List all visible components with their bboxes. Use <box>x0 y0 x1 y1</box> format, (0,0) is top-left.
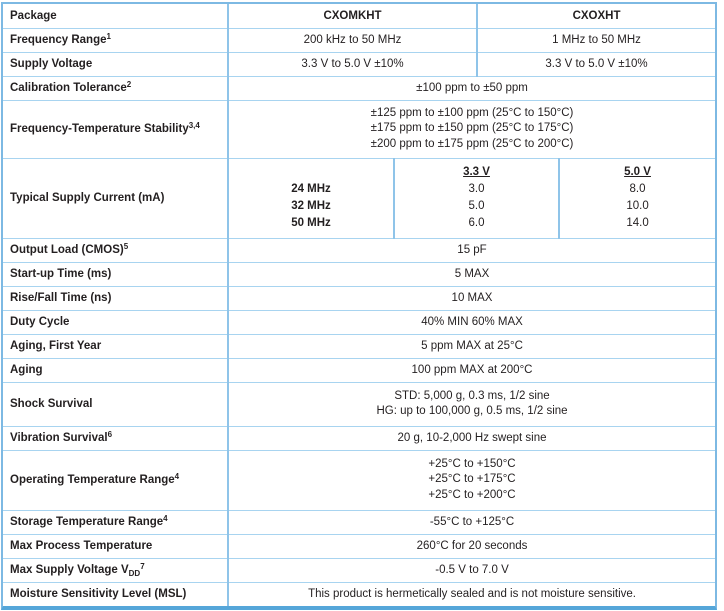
cell-supply-current-3v3 <box>394 158 559 238</box>
row-max-process-temp <box>3 534 715 558</box>
vdd-subscript: DD <box>128 569 141 578</box>
row-supply-voltage <box>3 52 715 76</box>
row-label-text: Calibration Tolerance <box>10 82 127 94</box>
cell-shock-survival <box>228 382 715 426</box>
row-supply-current <box>3 158 715 238</box>
cell-supply-voltage-cxomkht: 3.3 V to 5.0 V ±10% <box>228 52 477 76</box>
cell-moisture-sensitivity: This product is hermetically sealed and is not moisture sensitive. <box>308 588 636 601</box>
stability-line: ±200 ppm to ±175 ppm (25°C to 200°C) <box>370 137 574 150</box>
footnote-ref: 4 <box>163 514 168 523</box>
cell-max-process-temp: 260°C for 20 seconds <box>228 534 715 558</box>
package-label: Package <box>10 9 57 22</box>
cell-frequency-range-cxoxht: 1 MHz to 50 MHz <box>477 28 715 52</box>
cell-calibration-tolerance: ±100 ppm to ±50 ppm <box>228 76 715 100</box>
spec-table <box>3 4 715 606</box>
row-label-aging-first-year <box>3 334 228 358</box>
row-label-text: Shock Survival <box>10 398 93 410</box>
cell-max-supply-voltage: -0.5 V to 7.0 V <box>228 558 715 582</box>
row-label-calibration-tolerance <box>3 76 228 100</box>
footnote-ref: 3,4 <box>188 121 200 130</box>
stability-line: ±125 ppm to ±100 ppm (25°C to 150°C) <box>370 106 574 119</box>
row-shock-survival <box>3 382 715 426</box>
current-value: 10.0 <box>626 200 649 212</box>
row-startup-time <box>3 262 715 286</box>
row-label-max-process-temp <box>3 534 228 558</box>
cell-rise-fall-time: 10 MAX <box>228 286 715 310</box>
row-label-shock-survival <box>3 382 228 426</box>
row-label-duty-cycle <box>3 310 228 334</box>
row-label-supply-current <box>3 158 228 238</box>
row-label-text: Frequency Range <box>10 34 107 46</box>
row-frequency-range <box>3 28 715 52</box>
column-header-cxoxht: CXOXHT <box>477 4 715 28</box>
row-label-text: Aging, First Year <box>10 340 102 352</box>
footnote-ref: 1 <box>106 32 111 41</box>
row-label-text: Max Supply Voltage V <box>10 564 129 576</box>
footnote-ref: 7 <box>140 562 145 571</box>
row-label-vibration-survival <box>3 426 228 450</box>
row-label-text: Rise/Fall Time (ns) <box>10 292 112 304</box>
cell-aging: 100 ppm MAX at 200°C <box>228 358 715 382</box>
row-label-text: Moisture Sensitivity Level (MSL) <box>10 588 187 601</box>
row-label-text: Vibration Survival <box>10 432 108 444</box>
voltage-column-header-5v0: 5.0 V <box>624 166 651 178</box>
row-operating-temp-range <box>3 450 715 510</box>
row-label-max-supply-voltage <box>3 558 228 582</box>
footnote-ref: 2 <box>126 80 132 89</box>
row-output-load <box>3 238 715 262</box>
row-label-startup-time <box>3 262 228 286</box>
cell-aging-first-year: 5 ppm MAX at 25°C <box>228 334 715 358</box>
cell-operating-temp-range <box>228 450 715 510</box>
cell-startup-time: 5 MAX <box>228 262 715 286</box>
cell-supply-voltage-cxoxht: 3.3 V to 5.0 V ±10% <box>477 52 715 76</box>
row-label-text: Storage Temperature Range <box>10 516 164 528</box>
current-value: 8.0 <box>629 183 646 195</box>
current-value: 3.0 <box>468 183 485 195</box>
row-label-text: Frequency-Temperature Stability <box>10 123 189 135</box>
row-max-supply-voltage <box>3 558 715 582</box>
row-aging-first-year <box>3 334 715 358</box>
row-aging <box>3 358 715 382</box>
frequency-lines <box>229 164 393 232</box>
operating-temp-lines <box>229 457 715 504</box>
current-value: 5.0 <box>468 200 485 212</box>
column-header-cxomkht: CXOMKHT <box>228 4 477 28</box>
row-label-freq-temp-stability <box>3 100 228 158</box>
row-rise-fall-time <box>3 286 715 310</box>
row-label-text: Start-up Time (ms) <box>10 268 112 280</box>
cell-supply-current-5v0 <box>559 158 715 238</box>
row-label-text: Output Load (CMOS) <box>10 244 124 256</box>
row-vibration-survival <box>3 426 715 450</box>
row-label-moisture-sensitivity <box>3 582 228 606</box>
row-label-text: Supply Voltage <box>10 58 93 70</box>
cell-frequency-range-cxomkht: 200 kHz to 50 MHz <box>228 28 477 52</box>
row-label-text: Operating Temperature Range <box>10 474 175 486</box>
cell-freq-temp-stability <box>228 100 715 158</box>
operating-temp-line: +25°C to +150°C <box>428 457 516 470</box>
shock-lines <box>229 389 715 420</box>
row-label-rise-fall-time <box>3 286 228 310</box>
row-label-text: Max Process Temperature <box>10 540 153 552</box>
stability-line: ±175 ppm to ±150 ppm (25°C to 175°C) <box>370 122 574 135</box>
operating-temp-line: +25°C to +175°C <box>428 473 516 486</box>
operating-temp-line: +25°C to +200°C <box>428 488 516 501</box>
frequency-line: 24 MHz <box>291 183 331 195</box>
row-label-supply-voltage <box>3 52 228 76</box>
shock-line: HG: up to 100,000 g, 0.5 ms, 1/2 sine <box>376 405 568 417</box>
row-label-package <box>3 4 228 28</box>
footnote-ref: 6 <box>107 430 113 439</box>
cell-duty-cycle: 40% MIN 60% MAX <box>228 310 715 334</box>
row-label-output-load <box>3 238 228 262</box>
current-value: 14.0 <box>626 217 649 229</box>
voltage-column-header-3v3: 3.3 V <box>463 166 490 178</box>
frequency-line: 32 MHz <box>291 200 331 212</box>
frequency-line: 50 MHz <box>291 217 331 229</box>
current-5v0-lines <box>560 164 715 232</box>
stability-lines <box>229 106 715 153</box>
current-3v3-lines <box>395 164 558 232</box>
row-label-operating-temp-range <box>3 450 228 510</box>
cell-storage-temp-range: -55°C to +125°C <box>228 510 715 534</box>
cell-output-load: 15 pF <box>228 238 715 262</box>
row-label-text: Aging <box>10 364 43 376</box>
spec-table-frame <box>1 2 717 610</box>
row-calibration-tolerance <box>3 76 715 100</box>
row-label-storage-temp-range <box>3 510 228 534</box>
footnote-ref: 4 <box>174 472 180 481</box>
row-label-aging <box>3 358 228 382</box>
shock-line: STD: 5,000 g, 0.3 ms, 1/2 sine <box>394 389 550 402</box>
row-label-text: Typical Supply Current (mA) <box>10 192 165 204</box>
row-label-frequency-range <box>3 28 228 52</box>
footnote-ref: 5 <box>123 242 129 251</box>
row-moisture-sensitivity <box>3 582 715 606</box>
row-package <box>3 4 715 28</box>
current-value: 6.0 <box>468 217 485 229</box>
row-duty-cycle <box>3 310 715 334</box>
cell-vibration-survival: 20 g, 10-2,000 Hz swept sine <box>228 426 715 450</box>
row-label-text: Duty Cycle <box>10 316 70 328</box>
cell-supply-current-frequencies <box>228 158 394 238</box>
row-storage-temp-range <box>3 510 715 534</box>
row-freq-temp-stability <box>3 100 715 158</box>
